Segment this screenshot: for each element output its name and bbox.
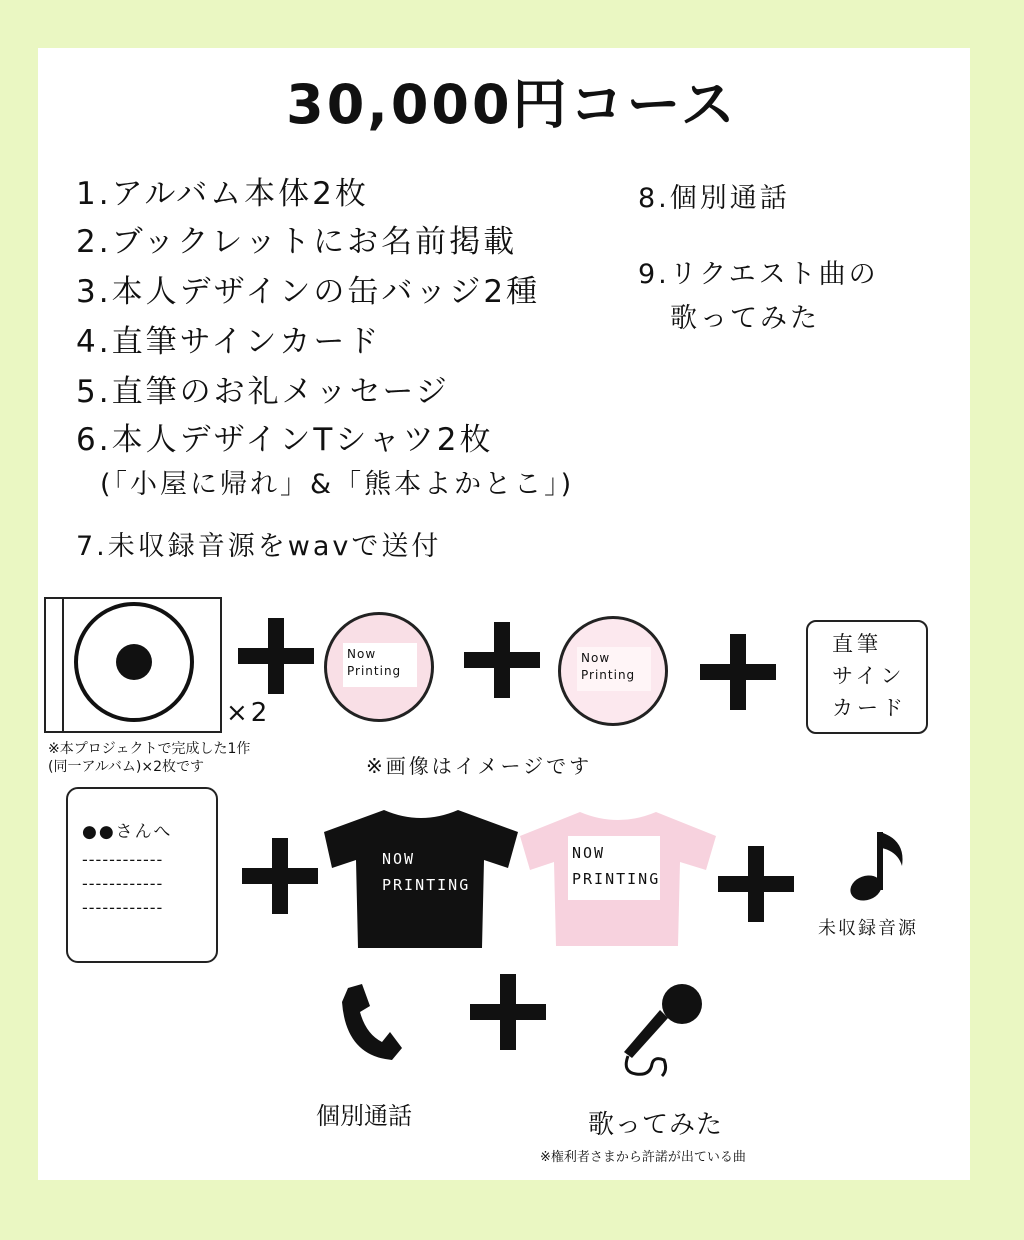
plus-icon	[700, 634, 776, 710]
message-card-image: ●●さんへ ------------ ------------ ------------	[66, 787, 218, 963]
plus-icon	[470, 974, 546, 1050]
sing-label: 歌ってみた	[588, 1110, 724, 1140]
plus-icon	[464, 622, 540, 698]
cd-disc-icon	[74, 602, 194, 722]
image-note: ※画像はイメージです	[366, 754, 593, 778]
plus-icon	[242, 838, 318, 914]
phone-icon	[338, 982, 404, 1064]
album-note-2: (同一アルバム)×2枚です	[48, 759, 205, 775]
sign-card-image: 直筆 サイン カード	[806, 620, 928, 734]
microphone-icon	[610, 980, 710, 1084]
album-image	[44, 597, 222, 733]
can-badge-2: Now Printing	[558, 616, 668, 726]
album-note-1: ※本プロジェクトで完成した1作	[48, 741, 251, 757]
item-unreleased: 7.未収録音源をwavで送付	[76, 531, 442, 562]
item-call: 8.個別通話	[638, 183, 790, 214]
item-badge: 3.本人デザインの缶バッジ2種	[76, 274, 541, 310]
sing-note: ※権利者さまから許諾が出ている曲	[540, 1150, 746, 1165]
album-multiplier: ×2	[226, 698, 271, 728]
tshirt-pink-image: NOW PRINTING	[518, 806, 718, 948]
item-request-sing: 歌ってみた	[670, 303, 820, 334]
plus-icon	[238, 618, 314, 694]
plus-icon	[718, 846, 794, 922]
item-thanks-message: 5.直筆のお礼メッセージ	[76, 374, 450, 410]
unreleased-label: 未収録音源	[818, 918, 918, 939]
item-booklet: 2.ブックレットにお名前掲載	[76, 224, 518, 260]
page-title: 30,000円コース	[286, 73, 738, 136]
item-album: 1.アルバム本体2枚	[76, 176, 369, 212]
music-note-icon	[846, 826, 910, 906]
item-sign-card: 4.直筆サインカード	[76, 324, 382, 360]
item-tshirt-detail: (「小屋に帰れ」&「熊本よかとこ」)	[100, 469, 575, 500]
can-badge-1: Now Printing	[324, 612, 434, 722]
item-tshirt: 6.本人デザインTシャツ2枚	[76, 422, 494, 458]
call-label: 個別通話	[316, 1102, 412, 1130]
item-request: 9.リクエスト曲の	[638, 259, 879, 290]
tshirt-black-image: NOW PRINTING	[322, 804, 520, 950]
